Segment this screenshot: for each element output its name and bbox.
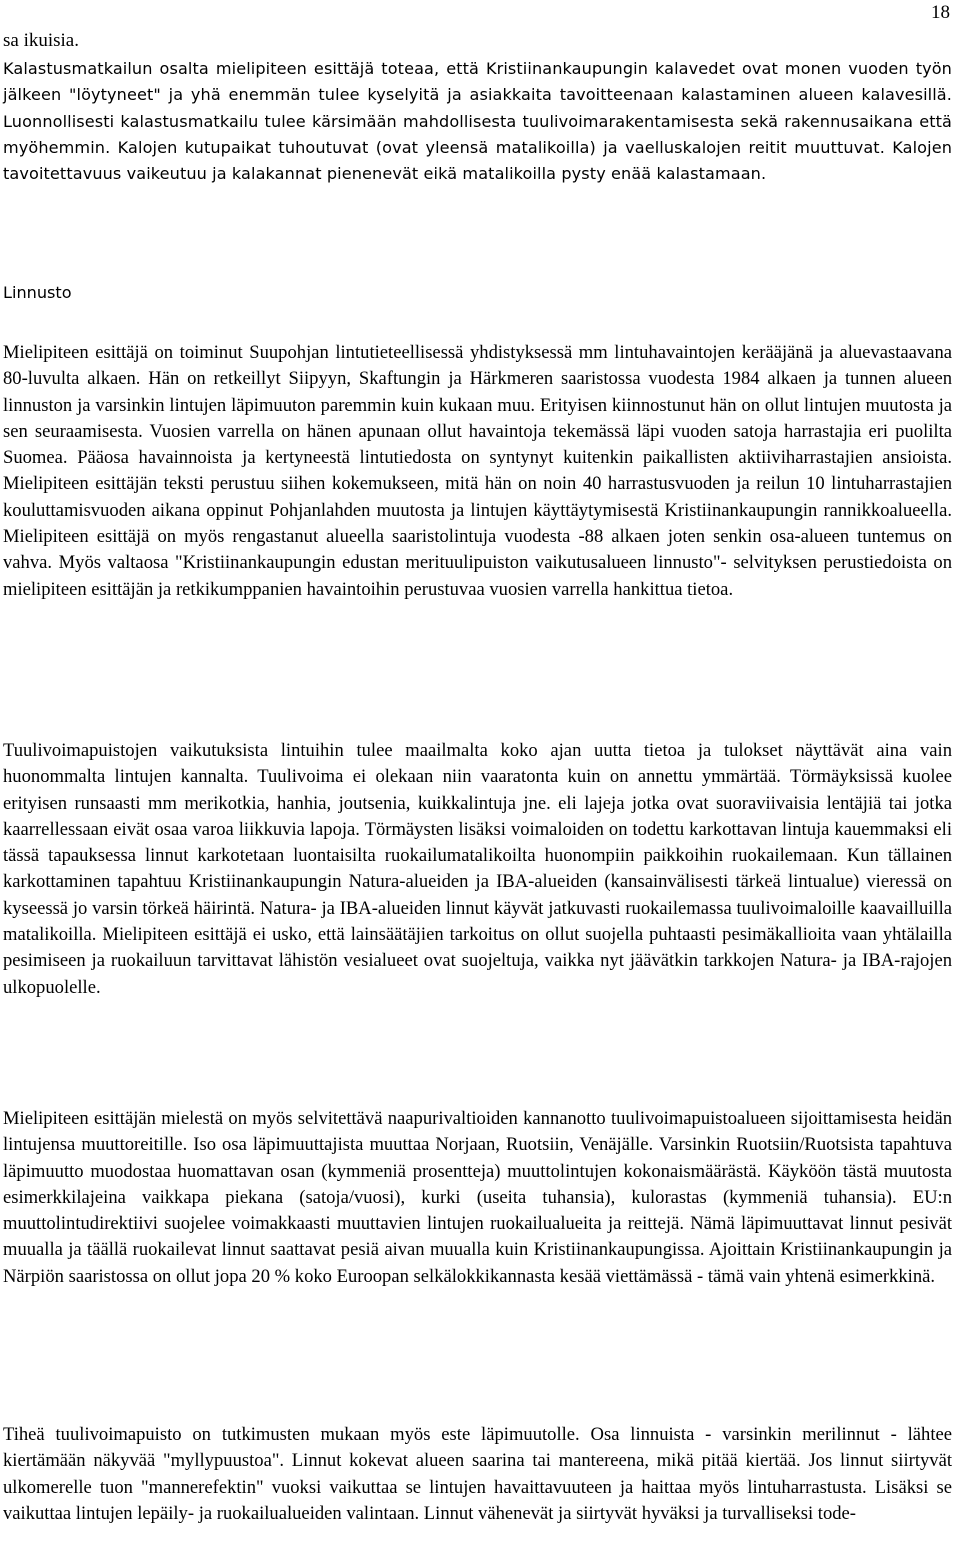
paragraph-tuulivoimapuistojen-vaikutukset: Tuulivoimapuistojen vaikutuksista lintuihin tulee maailmalta koko ajan uutta tietoa ja tulokset näyttävät aina vain huonommalta lintujen kannalta. Tuulivoima ei olekaan niin vaaratonta kuin on annettu ymmärtää. Törmäyksissä kuolee erityisen runsaasti mm merikotkia, hanhia, joutsenia, kuikkalintuja jne. eli lajeja jotka ovat suoraviivaisia lentäjiä tai jotka kaarrellessaan eivät osaa varoa liikkuvia lapoja. Törmäysten lisäksi voimaloiden on todettu karkottavan lintuja kauemmaksi eli tässä tapauksessa linnut karkotetaan luontaisilta ruokailumatalikoilta huonompiin paikkoihin ruokailemaan. Kun tällainen karkottaminen tapahtuu Kristiinankaupungin Natura-alueiden ja IBA-alueiden (kansainvälisesti tärkeä lintualue) vieressä on kyseessä jo varsin törkeä häirintä. Natura- ja IBA-alueiden linnut käyvät jatkuvasti ruokailemassa tuulivoimaloille kaavailluilla matalikoilla. Mielipiteen esittäjä ei usko, että lainsäätäjien tarkoitus on ollut suojella puhtaasti pesimäkallioita vaan yhtälailla pesimiseen ja ruokailuun tarvittavat lähistön vesialueet ovat suojeltuja, vaikka nyt jäävätkin tarkkojen Natura- ja IBA-rajojen ulkopuolelle. bbox=[3, 740, 952, 998]
carry-over-text: sa ikuisia. bbox=[3, 30, 79, 51]
paragraph-kalastusmatkailu: Kalastusmatkailun osalta mielipiteen esittäjä toteaa, että Kristiinankaupungin kalavedet ovat monen vuoden työn jälkeen "löytyneet" ja yhä enemmän tulee kyselyitä ja asiakkaita tavoitteenaan kalastaminen alueen kalavesillä. Luonnollisesti kalastusmatkailu tulee kärsimään mahdollisesta tuulivoimarakentamisesta sekä rakennusaikana että myöhemmin. Kalojen kutupaikat tuhoutuvat (ovat yleensä matalikoilla) ja vaelluskalojen reitit muuttuvat. Kalojen tavoitettavuus vaikeutuu ja kalakannat pienenevät eikä matalikoilla pysty enää kalastamaan. bbox=[3, 59, 952, 184]
page-number: 18 bbox=[931, 2, 950, 23]
paragraph-mielipiteen-esittaja: Mielipiteen esittäjä on toiminut Suupohjan lintutieteellisessä yhdistyksessä mm lintuhavaintojen kerääjänä ja aluevastaavana 80-luvulta alkaen. Hän on retkeillyt Siipyyn, Skaftungin ja Härkmeren saaristossa vuodesta 1984 alkaen ja tunnen alueen linnuston ja varsinkin lintujen läpimuuton paremmin kuin kukaan muu. Erityisen kiinnostunut hän on ollut lintujen muutosta ja sen seuraamisesta. Vuosien varrella on hänen apunaan ollut havaintoja tekemässä läpi vuoden satoja harrastajia eri puolilta Suomea. Pääosa havainnoista ja kertyneestä lintutiedosta on syntynyt kuitenkin paikallisten aktiiviharrastajien ansioista. Mielipiteen esittäjän teksti perustuu siihen kokemukseen, mitä hän on noin 40 harrastusvuoden ja reilun 10 lintuharrastajien kouluttamisvuoden aikana oppinut Pohjanlahden muutosta ja lintujen käyttäytymisestä Kristiinankaupungin rannikkoalueella. Mielipiteen esittäjä on myös rengastanut alueella saaristolintuja vuodesta -88 alkaen joten senkin osa-alueen tuntemus on vahva. Myös valtaosa "Kristiinankaupungin edustan merituulipuiston vaikutusalueen linnusto"- selvityksen perustiedoista on mielipiteen esittäjän ja retkikumppanien havaintoihin perustuvaa vuosien varrella hankittua tietoa. bbox=[3, 342, 952, 600]
section-heading-linnusto: Linnusto bbox=[3, 283, 72, 302]
paragraph-lapimuutto-este: Tiheä tuulivoimapuisto on tutkimusten mukaan myös este läpimuutolle. Osa linnuista - varsinkin merilinnut - lähtee kiertämään näkyvää "myllypuustoa". Linnut kokevat alueen saarina tai mantereena, mikä pitää kiertää. Jos linnut siirtyvät ulkomerelle tuon "mannerefektin" vuoksi vaikuttaa se lintujen havaittavuuteen ja haittaa myös lintuharrastusta. Lisäksi se vaikuttaa lintujen lepäily- ja ruokailualueiden valintaan. Linnut vähenevät ja siirtyvät hyväksi ja turvalliseksi tode- bbox=[3, 1424, 952, 1524]
paragraph-naapurivaltiot: Mielipiteen esittäjän mielestä on myös selvitettävä naapurivaltioiden kannanotto tuulivoimapuistoalueen sijoittamisesta heidän lintujensa muuttoreitille. Iso osa läpimuuttajista muuttaa Norjaan, Ruotsiin, Venäjälle. Varsinkin Ruotsiin/Ruotsista tapahtuva läpimuutto muodostaa huomattavan osan (kymmeniä prosentteja) muuttolintujen kokonaismäärästä. Käyköön tästä muutosta esimerkkilajeina vaikkapa piekana (satoja/vuosi), kurki (useita tuhansia), kulorastas (kymmeniä tuhansia). EU:n muuttolintudirektiivi suojelee voimakkaasti muuttavien lintujen ruokailualueita ja reittejä. Nämä läpimuuttavat linnut pesivät muualla ja täällä ruokailevat linnut saattavat pesiä aivan muualla kuin Kristiinankaupungissa. Ajoittain Kristiinankaupungin ja Närpiön saaristossa on ollut jopa 20 % koko Euroopan selkälokkikannasta kesää viettämässä - tämä vain yhtenä esimerkkinä. bbox=[3, 1108, 952, 1287]
